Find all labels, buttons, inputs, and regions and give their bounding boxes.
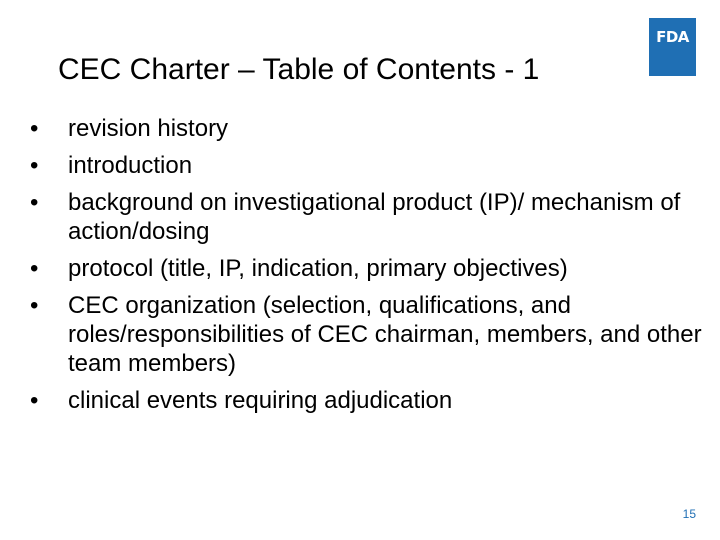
- page-number: 15: [682, 507, 696, 521]
- bullet-dot-icon: •: [30, 387, 39, 414]
- bullet-item: [30, 114, 710, 143]
- bullet-item: [30, 291, 710, 378]
- bullet-item: [30, 151, 710, 180]
- slide-title: CEC Charter – Table of Contents - 1: [58, 53, 540, 86]
- bullet-dot-icon: •: [30, 115, 39, 142]
- bullet-dot-icon: •: [30, 152, 39, 179]
- bullet-item: [30, 254, 710, 283]
- bullet-dot-icon: •: [30, 292, 39, 319]
- fda-logo: [649, 18, 696, 76]
- bullet-text: protocol (title, IP, indication, primary objectives): [68, 255, 568, 282]
- bullet-text: introduction: [68, 152, 193, 179]
- bullet-list: [30, 114, 710, 423]
- bullet-text: CEC organization (selection, qualifications, and roles/responsibilities of CEC chairman, members, and other team members): [68, 292, 702, 377]
- fda-logo-text: FDA: [656, 28, 689, 46]
- bullet-text: clinical events requiring adjudication: [68, 387, 453, 414]
- bullet-dot-icon: •: [30, 189, 39, 216]
- bullet-item: [30, 188, 710, 246]
- bullet-dot-icon: •: [30, 255, 39, 282]
- bullet-text: revision history: [68, 115, 229, 142]
- bullet-text: background on investigational product (IP)/ mechanism of action/dosing: [68, 189, 681, 245]
- bullet-item: [30, 386, 710, 415]
